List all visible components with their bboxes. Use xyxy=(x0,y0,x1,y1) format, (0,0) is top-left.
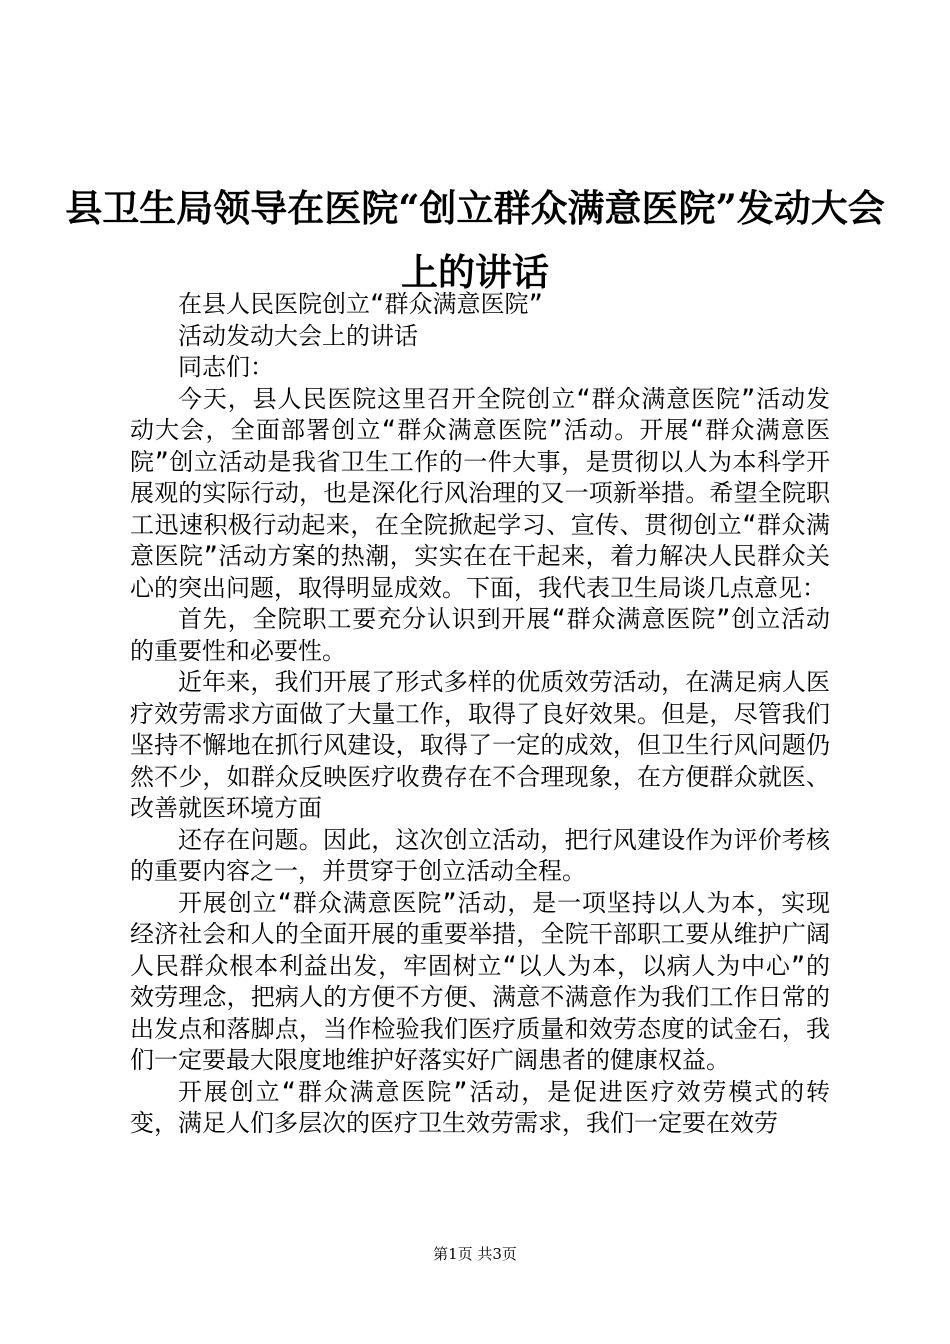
paragraph: 开展创立“群众满意医院”活动，是促进医疗效劳模式的转变，满足人们多层次的医疗卫生效劳需求，我们一定要在效劳 xyxy=(130,1077,830,1137)
paragraph-subtitle-2: 活动发动大会上的讲话 xyxy=(178,321,418,350)
paragraph: 首先，全院职工要充分认识到开展“群众满意医院”创立活动的重要性和必要性。 xyxy=(130,605,830,665)
paragraph: 还存在问题。因此，这次创立活动，把行风建设作为评价考核的重要内容之一，并贯穿于创立活动全程。 xyxy=(130,825,830,885)
page-footer: 第1页 共3页 xyxy=(433,1245,517,1263)
document-title: 县卫生局领导在医院“创立群众满意医院”发动大会上的讲话 xyxy=(65,186,885,294)
paragraph: 今天，县人民医院这里召开全院创立“群众满意医院”活动发动大会，全面部署创立“群众满意医院”活动。开展“群众满意医院”创立活动是我省卫生工作的一件大事，是贯彻以人为本科学开展观的实际行动，也是深化行风治理的又一项新举措。希望全院职工迅速积极行动起来，在全院掀起学习、宣传、贯彻创立“群众满意医院”活动方案的热潮，实实在在干起来，着力解决人民群众关心的突出问题，取得明显成效。下面，我代表卫生局谈几点意见： xyxy=(130,384,830,602)
document-body xyxy=(130,289,830,1140)
paragraph: 近年来，我们开展了形式多样的优质效劳活动，在满足病人医疗效劳需求方面做了大量工作，取得了良好效果。但是，尽管我们坚持不懈地在抓行风建设，取得了一定的成效，但卫生行风问题仍然不少，如群众反映医疗收费存在不合理现象，在方便群众就医、改善就医环境方面 xyxy=(130,668,830,822)
paragraph-salutation: 同志们： xyxy=(178,353,274,381)
paragraph: 开展创立“群众满意医院”活动，是一项坚持以人为本，实现经济社会和人的全面开展的重要举措，全院干部职工要从维护广阔人民群众根本利益出发，牢固树立“以人为本，以病人为中心”的效劳理念，把病人的方便不方便、满意不满意作为我们工作日常的出发点和落脚点，当作检验我们医疗质量和效劳态度的试金石，我们一定要最大限度地维护好落实好广阔患者的健康权益。 xyxy=(130,888,830,1074)
paragraph-subtitle-1: 在县人民医院创立“群众满意医院” xyxy=(178,290,543,318)
